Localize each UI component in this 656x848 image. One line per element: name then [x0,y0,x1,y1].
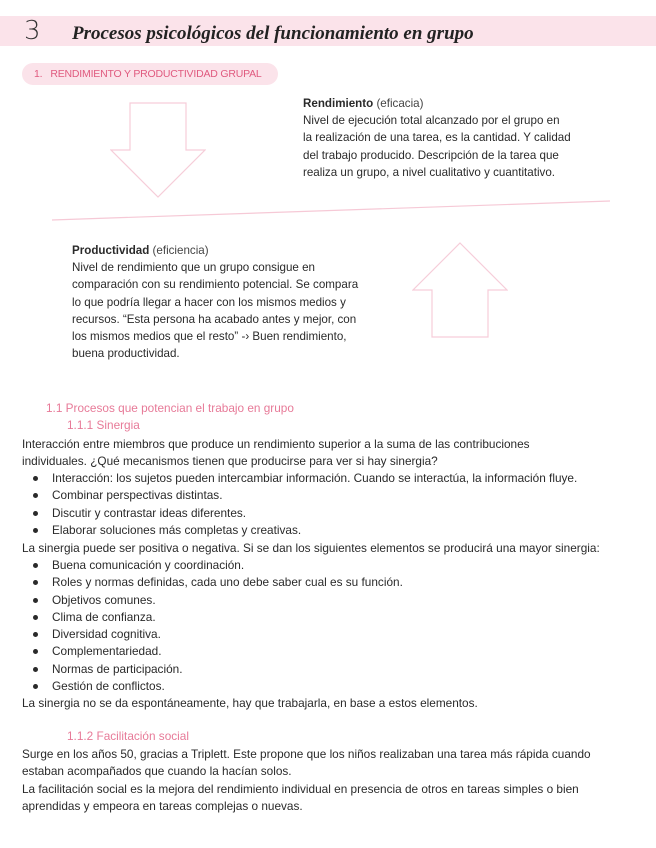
list-item: Buena comunicación y coordinación. [22,557,403,574]
productividad-term: Productividad [72,244,150,257]
rendimiento-heading [303,95,623,112]
rendimiento-line: Nivel de ejecución total alcanzado por el grupo en [303,114,560,128]
rendimiento-line: la realización de una tarea, es la cantidad. Y calidad [303,131,571,145]
list-item: Interacción: los sujetos pueden intercambiar información. Cuando se interactúa, la información fluye. [22,470,577,487]
chapter-title: Procesos psicológicos del funcionamiento en grupo [72,23,474,44]
paragraph-line: Surge en los años 50, gracias a Triplett. Este propone que los niños realizaban una tarea más rápida cuando [22,747,591,761]
productividad-line: comparación con su rendimiento potencial. Se compara [72,278,359,292]
chapter-number: 3 [24,16,41,46]
productividad-line: recursos. “Esta persona ha acabado antes y mejor, con [72,312,357,326]
sinergia-intro [22,436,642,471]
rendimiento-term: Rendimiento [303,97,374,110]
sinergia-title: 1.1.1 Sinergia [67,418,140,432]
up-arrow-icon [412,242,508,338]
list-item: Discutir y contrastar ideas diferentes. [22,505,577,522]
paragraph-line: individuales. ¿Qué mecanismos tienen que producirse para ver si hay sinergia? [22,454,438,469]
productividad-heading [72,242,402,259]
sinergia-closing: La sinergia no se da espontáneamente, hay que trabajarla, en base a estos elementos. [22,696,478,710]
rendimiento-qualifier: (eficacia) [373,97,424,110]
paragraph-line: estaban acompañados que cuando la hacían solos. [22,764,292,779]
list-item: Elaborar soluciones más completas y creativas. [22,522,577,539]
list-item: Complementariedad. [22,643,403,660]
section-divider [50,198,612,224]
sinergia-mechanisms-list [22,470,577,539]
productividad-line: los mismos medios que el resto” -› Buen rendimiento, [72,330,347,344]
section-number: 1. [34,68,43,80]
sinergia-elements-intro: La sinergia puede ser positiva o negativa. Si se dan los siguientes elementos se producirá una mayor sinergia: [22,541,600,555]
productividad-qualifier: (eficiencia) [149,244,209,257]
list-item: Objetivos comunes. [22,592,403,609]
list-item: Combinar perspectivas distintas. [22,487,577,504]
section-title: RENDIMIENTO Y PRODUCTIVIDAD GRUPAL [50,68,262,80]
list-item: Diversidad cognitiva. [22,626,403,643]
list-item: Gestión de conflictos. [22,678,403,695]
paragraph-line: La facilitación social es la mejora del rendimiento individual en presencia de otros en tareas simples o bien [22,781,579,796]
list-item: Roles y normas definidas, cada uno debe saber cual es su función. [22,574,403,591]
rendimiento-line: del trabajo producido. Descripción de la tarea que [303,148,559,162]
facilitacion-text [22,746,642,815]
rendimiento-line: realiza un grupo, a nivel cualitativo y cuantitativo. [303,165,555,179]
productividad-line: buena productividad. [72,347,180,361]
productividad-line: lo que podría llegar a hacer con los mismos medios y [72,295,346,309]
subsection-title: 1.1 Procesos que potencian el trabajo en grupo [46,401,294,415]
paragraph-line: aprendidas y empeora en tareas complejas o nuevas. [22,798,303,813]
facilitacion-title: 1.1.2 Facilitación social [67,729,189,743]
list-item: Normas de participación. [22,661,403,678]
section-heading [22,63,278,85]
down-arrow-icon [110,102,206,198]
list-item: Clima de confianza. [22,609,403,626]
rendimiento-definition [303,95,623,181]
productividad-line: Nivel de rendimiento que un grupo consigue en [72,261,315,275]
sinergia-elements-list [22,557,403,695]
paragraph-line: Interacción entre miembros que produce un rendimiento superior a la suma de las contribuciones [22,437,530,451]
productividad-definition [72,242,402,362]
